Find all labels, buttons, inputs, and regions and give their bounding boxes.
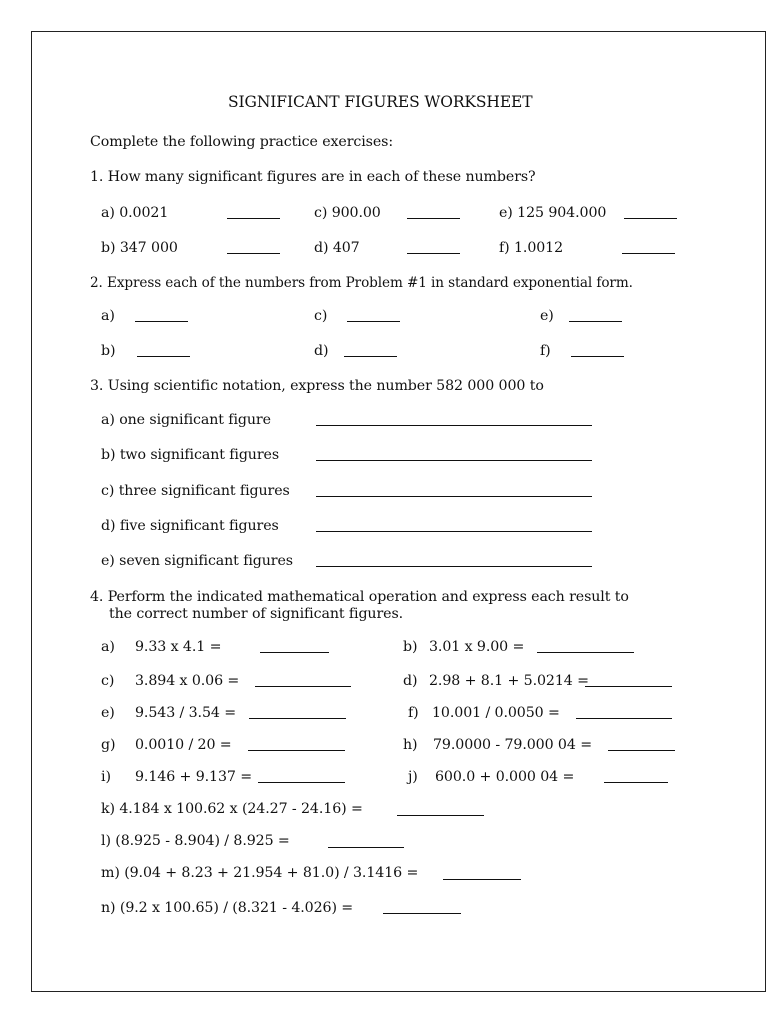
q1-item-e: e) 125 904.000 bbox=[499, 205, 607, 221]
q4-label-g: g) bbox=[101, 737, 116, 753]
q4-label-b: b) bbox=[403, 639, 418, 655]
q4-answer-blank-f[interactable] bbox=[576, 718, 672, 719]
q4-answer-blank-g[interactable] bbox=[248, 750, 345, 751]
q4-item-m: m) (9.04 + 8.23 + 21.954 + 81.0) / 3.1416 = bbox=[101, 865, 419, 881]
q4-expr-g: 0.0010 / 20 = bbox=[135, 737, 232, 753]
q2-label-e: e) bbox=[540, 308, 554, 324]
q4-item-n: n) (9.2 x 100.65) / (8.321 - 4.026) = bbox=[101, 900, 354, 916]
q1-answer-blank-d[interactable] bbox=[407, 253, 460, 254]
worksheet-title: SIGNIFICANT FIGURES WORKSHEET bbox=[228, 93, 533, 111]
q4-label-j: j) bbox=[408, 769, 418, 785]
q4-expr-i: 9.146 + 9.137 = bbox=[135, 769, 253, 785]
q2-answer-blank-c[interactable] bbox=[347, 321, 400, 322]
q3-answer-blank-b[interactable] bbox=[316, 460, 592, 461]
instructions: Complete the following practice exercises: bbox=[90, 134, 393, 150]
q3-item-c: c) three significant figures bbox=[101, 483, 290, 499]
question-2: 2. Express each of the numbers from Problem #1 in standard exponential form. bbox=[90, 275, 633, 291]
q1-item-b: b) 347 000 bbox=[101, 240, 178, 256]
q1-item-d: d) 407 bbox=[314, 240, 360, 256]
q3-answer-blank-d[interactable] bbox=[316, 531, 592, 532]
q4-label-a: a) bbox=[101, 639, 115, 655]
q4-expr-b: 3.01 x 9.00 = bbox=[429, 639, 525, 655]
q4-expr-f: 10.001 / 0.0050 = bbox=[432, 705, 560, 721]
q4-label-h: h) bbox=[403, 737, 418, 753]
q3-item-d: d) five significant figures bbox=[101, 518, 279, 534]
q4-answer-blank-e[interactable] bbox=[249, 718, 346, 719]
q2-answer-blank-f[interactable] bbox=[571, 356, 624, 357]
q3-answer-blank-e[interactable] bbox=[316, 566, 592, 567]
q1-answer-blank-b[interactable] bbox=[227, 253, 280, 254]
q4-label-e: e) bbox=[101, 705, 115, 721]
q1-item-a: a) 0.0021 bbox=[101, 205, 169, 221]
q3-item-b: b) two significant figures bbox=[101, 447, 280, 463]
q4-answer-blank-h[interactable] bbox=[608, 750, 675, 751]
q2-label-c: c) bbox=[314, 308, 328, 324]
q2-answer-blank-b[interactable] bbox=[137, 356, 190, 357]
q4-expr-c: 3.894 x 0.06 = bbox=[135, 673, 240, 689]
q2-answer-blank-a[interactable] bbox=[135, 321, 188, 322]
q1-answer-blank-c[interactable] bbox=[407, 218, 460, 219]
q1-answer-blank-e[interactable] bbox=[624, 218, 677, 219]
q4-label-d: d) bbox=[403, 673, 418, 689]
question-4-continued: the correct number of significant figures. bbox=[109, 606, 404, 622]
q4-expr-h: 79.0000 - 79.000 04 = bbox=[433, 737, 592, 753]
q2-label-a: a) bbox=[101, 308, 115, 324]
q4-answer-blank-i[interactable] bbox=[258, 782, 345, 783]
q4-expr-e: 9.543 / 3.54 = bbox=[135, 705, 237, 721]
q4-answer-blank-n[interactable] bbox=[383, 913, 461, 914]
q4-expr-d: 2.98 + 8.1 + 5.0214 = bbox=[429, 673, 589, 689]
question-4: 4. Perform the indicated mathematical operation and express each result to bbox=[90, 589, 629, 605]
q4-answer-blank-j[interactable] bbox=[604, 782, 668, 783]
q4-answer-blank-a[interactable] bbox=[260, 652, 329, 653]
q2-label-f: f) bbox=[540, 343, 551, 359]
q4-answer-blank-b[interactable] bbox=[537, 652, 634, 653]
q1-item-c: c) 900.00 bbox=[314, 205, 381, 221]
question-1: 1. How many significant figures are in each of these numbers? bbox=[90, 169, 536, 185]
q4-answer-blank-c[interactable] bbox=[255, 686, 351, 687]
q2-label-d: d) bbox=[314, 343, 329, 359]
q1-item-f: f) 1.0012 bbox=[499, 240, 564, 256]
q4-label-f: f) bbox=[408, 705, 419, 721]
q3-item-e: e) seven significant figures bbox=[101, 553, 293, 569]
question-3: 3. Using scientific notation, express the number 582 000 000 to bbox=[90, 378, 544, 394]
q4-answer-blank-k[interactable] bbox=[397, 815, 484, 816]
q3-answer-blank-a[interactable] bbox=[316, 425, 592, 426]
q4-label-i: i) bbox=[101, 769, 111, 785]
q3-answer-blank-c[interactable] bbox=[316, 496, 592, 497]
q4-answer-blank-l[interactable] bbox=[328, 847, 404, 848]
q2-answer-blank-e[interactable] bbox=[569, 321, 622, 322]
q4-expr-a: 9.33 x 4.1 = bbox=[135, 639, 222, 655]
q1-answer-blank-a[interactable] bbox=[227, 218, 280, 219]
q4-item-l: l) (8.925 - 8.904) / 8.925 = bbox=[101, 833, 290, 849]
q4-answer-blank-m[interactable] bbox=[443, 879, 521, 880]
q1-answer-blank-f[interactable] bbox=[622, 253, 675, 254]
q4-label-c: c) bbox=[101, 673, 115, 689]
q3-item-a: a) one significant figure bbox=[101, 412, 271, 428]
q4-answer-blank-d[interactable] bbox=[585, 686, 672, 687]
q4-expr-j: 600.0 + 0.000 04 = bbox=[435, 769, 575, 785]
q2-answer-blank-d[interactable] bbox=[344, 356, 397, 357]
q4-item-k: k) 4.184 x 100.62 x (24.27 - 24.16) = bbox=[101, 801, 363, 817]
q2-label-b: b) bbox=[101, 343, 116, 359]
